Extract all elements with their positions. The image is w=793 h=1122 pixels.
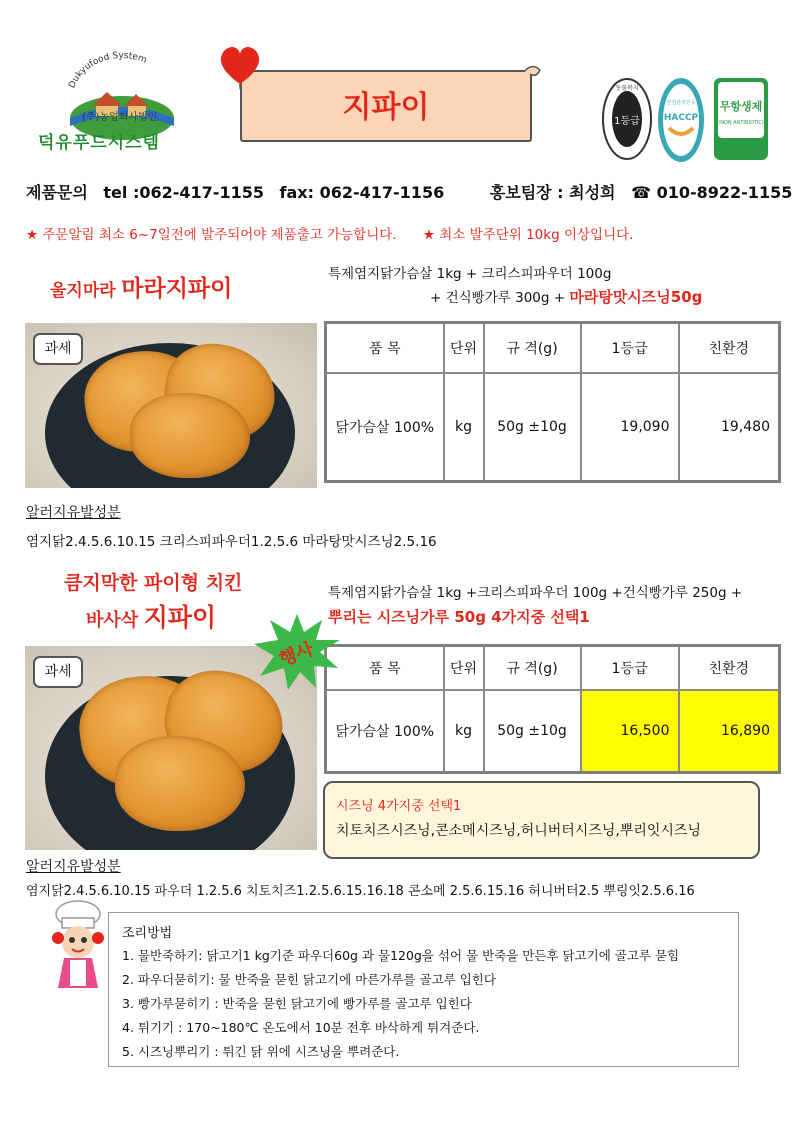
cooking-step-4: 4. 튀기기 : 170~180℃ 온도에서 10분 전후 바삭하게 튀겨준다.	[122, 1020, 480, 1035]
cell-eco-price: 19,480	[679, 373, 780, 482]
cell-unit: kg	[444, 690, 484, 773]
table-row	[326, 373, 780, 482]
col-unit: 단위	[444, 323, 484, 373]
col-eco: 친환경	[679, 646, 780, 690]
scroll-curl-icon	[522, 62, 542, 82]
product2-title-line2	[86, 598, 216, 634]
svg-text:안전관리인증: 안전관리인증	[666, 100, 696, 106]
cooking-step-3: 3. 빵가루묻히기 : 반죽을 묻힌 닭고기에 빵가루를 골고루 입힌다	[122, 996, 472, 1011]
product1-photo	[25, 323, 317, 488]
cell-item: 닭가슴살 100%	[326, 373, 444, 482]
col-grade1: 1등급	[581, 323, 679, 373]
table-row	[326, 690, 780, 773]
cell-spec: 50g ±10g	[484, 373, 581, 482]
product1-name-main: 마라지파이	[121, 276, 233, 302]
svg-text:HACCP: HACCP	[663, 113, 699, 123]
table-header-row	[326, 646, 780, 690]
col-spec: 규 격(g)	[484, 646, 581, 690]
cell-eco-price: 16,890	[679, 690, 780, 773]
contact-info	[26, 180, 793, 203]
contact-manager: 홍보팀장 : 최성희	[489, 183, 616, 202]
contact-label: 제품문의	[26, 183, 88, 202]
product1-recipe-line1: 특제염지닭가슴살 1kg + 크리스피파우더 100g	[328, 266, 612, 282]
haccp-cert-icon	[656, 74, 706, 166]
product1-allergy-line: 염지닭2.4.5.6.10.15 크리스피파우더1.2.5.6 마라탕맛시즈닝2.5.16	[26, 534, 437, 550]
col-item: 품 목	[326, 323, 444, 373]
product1-price-table	[324, 321, 781, 483]
product1-recipe-line2	[430, 286, 702, 307]
contact-phone: ☎ 010-8922-1155	[631, 183, 793, 202]
cell-unit: kg	[444, 373, 484, 482]
product2-title-prefix: 바사삭	[86, 610, 139, 631]
col-unit: 단위	[444, 646, 484, 690]
product2-price-table	[324, 644, 781, 774]
svg-text:행사: 행사	[276, 638, 317, 671]
svg-text:Dukyufood System: Dukyufood System	[67, 50, 149, 90]
logo-subtitle: (주)농업회사법인	[82, 112, 158, 123]
col-spec: 규 격(g)	[484, 323, 581, 373]
table-header-row	[326, 323, 780, 373]
product2-recipe-line1: 특제염지닭가슴살 1kg +크리스피파우더 100g +건식빵가루 250g +	[328, 585, 743, 601]
animal-welfare-cert-icon	[600, 76, 654, 162]
col-eco: 친환경	[679, 323, 780, 373]
product1-name-prefix: 울지마라	[50, 281, 116, 301]
tax-badge: 과세	[33, 333, 83, 365]
page-title: 지파이	[342, 90, 430, 125]
order-notice-lead-time: ★ 주문알림 최소 6~7일전에 발주되어야 제품출고 가능합니다.	[26, 227, 397, 243]
cell-spec: 50g ±10g	[484, 690, 581, 773]
order-notice	[26, 223, 633, 243]
cooking-step-5: 5. 시즈닝뿌리기 : 튀긴 닭 위에 시즈닝을 뿌려준다.	[122, 1044, 400, 1059]
svg-text:1등급: 1등급	[614, 116, 640, 127]
logo-name: 덕유푸드시스템	[38, 133, 160, 153]
product2-recipe-line2: 뿌리는 시즈닝가루 50g 4가지중 선택1	[328, 608, 590, 626]
svg-text:무항생제: 무항생제	[719, 100, 763, 113]
product1-recipe-plain: + 건식빵가루 300g +	[430, 290, 566, 306]
cooking-step-2: 2. 파우더묻히기: 물 반죽을 묻힌 닭고기에 마른가루를 골고루 입힌다	[122, 972, 496, 987]
order-notice-min-unit: ★ 최소 발주단위 10kg 이상입니다.	[422, 227, 634, 243]
cooking-step-1: 1. 물반죽하기: 닭고기1 kg기준 파우더60g 과 물120g을 섞어 물 반죽을 만든후 닭고기에 골고루 묻힘	[122, 948, 680, 963]
event-starburst-icon	[252, 612, 342, 692]
cell-grade1-price: 16,500	[581, 690, 679, 773]
contact-fax: fax: 062-417-1156	[279, 183, 445, 202]
product2-title-line1: 큼지막한 파이형 치킨	[64, 572, 243, 594]
chef-mascot-icon	[42, 898, 114, 990]
svg-text:(NON ANTIBIOTIC): (NON ANTIBIOTIC)	[718, 120, 764, 126]
product2-title-main: 지파이	[143, 603, 217, 632]
antibiotic-free-cert-icon	[712, 76, 770, 162]
col-item: 품 목	[326, 646, 444, 690]
svg-text:동물복지: 동물복지	[615, 85, 639, 92]
seasoning-option-list: 치토치즈시즈닝,콘소메시즈닝,허니버터시즈닝,뿌리잇시즈닝	[336, 823, 701, 839]
product1-allergy-title: 알러지유발성분	[26, 505, 121, 521]
contact-tel: tel :062-417-1155	[103, 183, 264, 202]
cell-item: 닭가슴살 100%	[326, 690, 444, 773]
tax-badge: 과세	[33, 656, 83, 688]
cooking-title: 조리방법	[122, 926, 173, 941]
seasoning-option-title: 시즈닝 4가지중 선택1	[336, 799, 462, 814]
product1-name	[50, 270, 232, 303]
col-grade1: 1등급	[581, 646, 679, 690]
product1-recipe-seasoning: 마라탕맛시즈닝50g	[569, 288, 703, 306]
cell-grade1-price: 19,090	[581, 373, 679, 482]
product2-allergy-line: 염지닭2.4.5.6.10.15 파우더 1.2.5.6 치토치즈1.2.5.6.15.16.18 콘소메 2.5.6.15.16 허니버터2.5 뿌링잇2.5.6.16	[26, 884, 695, 899]
product2-allergy-title: 알러지유발성분	[26, 859, 121, 875]
